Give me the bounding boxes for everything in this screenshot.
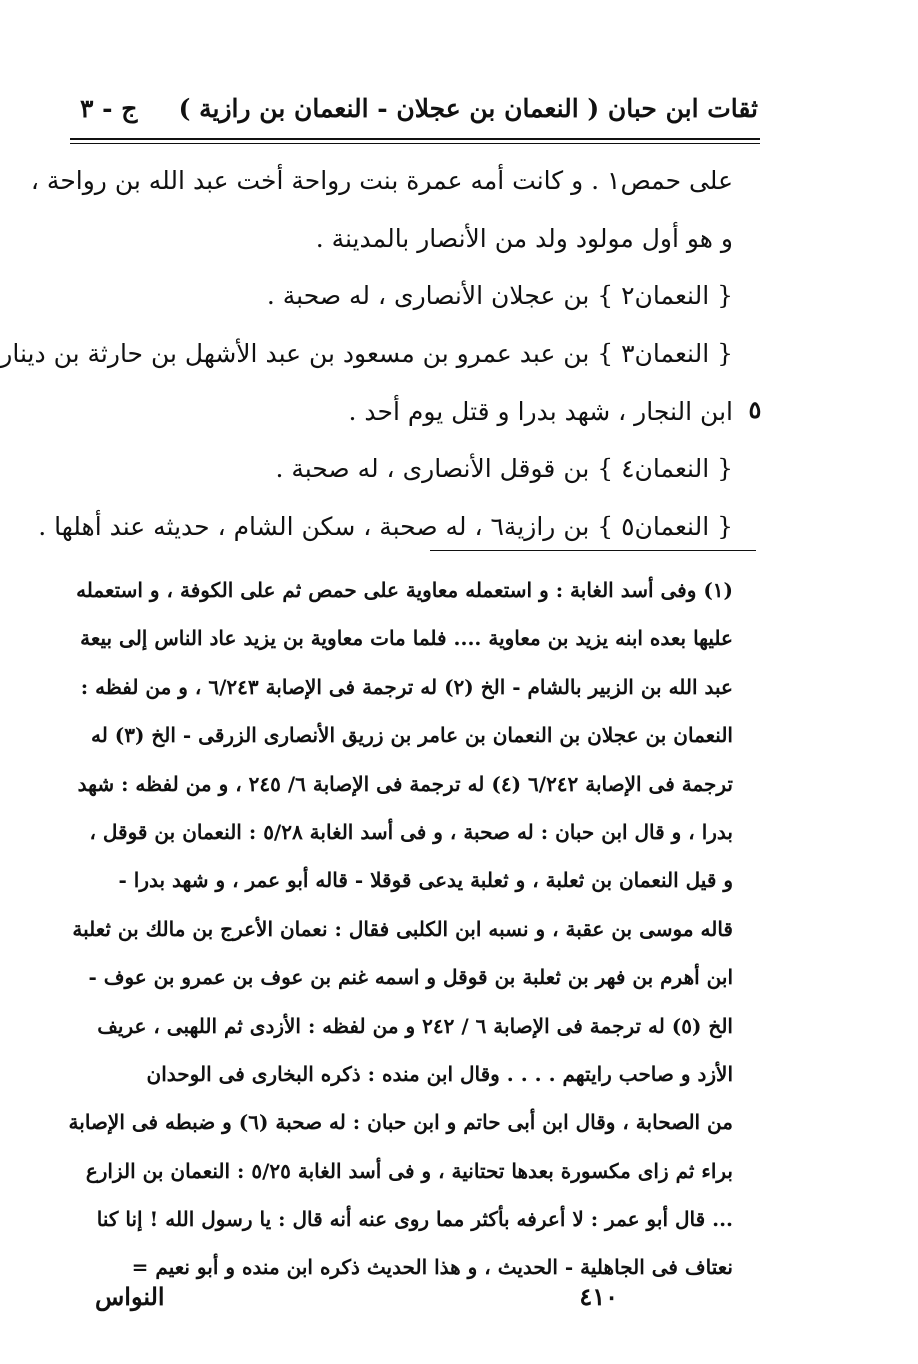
text-line: على حمص١ . و كانت أمه عمرة بنت رواحة أخت عبد الله بن رواحة ، (30, 166, 733, 195)
footnote-line: و قيل النعمان بن ثعلبة ، و ثعلبة يدعى قوقلا - قاله أبو عمر ، و شهد بدرا - (118, 868, 733, 893)
footnote-line: ابن أهرم بن فهر بن ثعلبة بن قوقل و اسمه غنم بن عوف بن عمرو بن عوف - (88, 965, 733, 990)
footnote-line: بدرا ، و قال ابن حبان : له صحبة ، و فى أسد الغابة ٥/٢٨ : النعمان بن قوقل ، (89, 819, 733, 844)
margin-line-number: ٥ (748, 395, 762, 424)
header-title: ثقات ابن حبان ( النعمان بن عجلان - النعمان بن رازية ) (178, 93, 758, 123)
page-number: ٤١٠ (579, 1281, 618, 1311)
header-rule (70, 138, 760, 140)
footnote-separator (430, 550, 756, 551)
footnote-line: النعمان بن عجلان بن النعمان بن عامر بن زريق الأنصارى الزرقى - الخ (٣) له (90, 723, 733, 748)
footnote-line: نعتاف فى الجاهلية - الحديث ، و هذا الحديث ذكره ابن منده و أبو نعيم = (131, 1255, 733, 1280)
footnote-line: الخ (٥) له ترجمة فى الإصابة ٦ / ٢٤٢ و من لفظه : الأزدى ثم اللهبى ، عريف (97, 1013, 733, 1038)
text-line: { النعمان٣ } بن عبد عمرو بن مسعود بن عبد الأشهل بن حارثة بن دينار (0, 339, 733, 369)
footnote-line: من الصحابة ، وقال ابن أبى حاتم و ابن حبان : له صحبة (٦) و ضبطه فى الإصابة (68, 1110, 733, 1135)
volume-label: ج - ٣ (80, 93, 138, 123)
text-line: { النعمان٤ } بن قوقل الأنصارى ، له صحبة . (275, 454, 733, 484)
text-line: ابن النجار ، شهد بدرا و قتل يوم أحد . (348, 396, 733, 426)
footnote-line: ترجمة فى الإصابة ٦/٢٤٢ (٤) له ترجمة فى الإصابة ٦/ ٢٤٥ ، و من لفظه : شهد (77, 771, 733, 796)
text-line: و هو أول مولود ولد من الأنصار بالمدينة . (315, 223, 733, 253)
text-line: { النعمان٥ } بن رازية٦ ، له صحبة ، سكن الشام ، حديثه عند أهلها . (38, 512, 733, 542)
footnote-line: عليها بعده ابنه يزيد بن معاوية .... فلما مات معاوية بن يزيد عاد الناس إلى بيعة (80, 626, 733, 651)
footnote-line: (١) وفى أسد الغابة : و استعمله معاوية على حمص ثم على الكوفة ، و استعمله (76, 578, 733, 602)
footnote-line: الأزد و صاحب رايتهم . . . . وقال ابن منده : ذكره البخارى فى الوحدان (146, 1061, 733, 1086)
footnote-line: ... قال أبو عمر : لا أعرفه بأكثر مما روى عنه أنه قال : يا رسول الله ! إنا كنا (96, 1207, 733, 1232)
footnote-line: عبد الله بن الزبير بالشام - الخ (٢) له ترجمة فى الإصابة ٦/٢٤٣ ، و من لفظه : (80, 674, 733, 699)
header-rule-thin (70, 143, 760, 144)
text-line: { النعمان٢ } بن عجلان الأنصارى ، له صحبة . (266, 281, 733, 311)
main-text (0, 152, 733, 556)
footnote-line: براء ثم زاى مكسورة بعدها تحتانية ، و فى أسد الغابة ٥/٢٥ : النعمان بن الزارع (85, 1158, 733, 1183)
printer-mark: النواس (95, 1281, 165, 1311)
running-header (80, 86, 758, 130)
page-footer (95, 1276, 618, 1316)
footnotes (70, 566, 733, 1292)
footnote-line: قاله موسى بن عقبة ، و نسبه ابن الكلبى فقال : نعمان الأعرج بن مالك بن ثعلبة (72, 916, 733, 941)
